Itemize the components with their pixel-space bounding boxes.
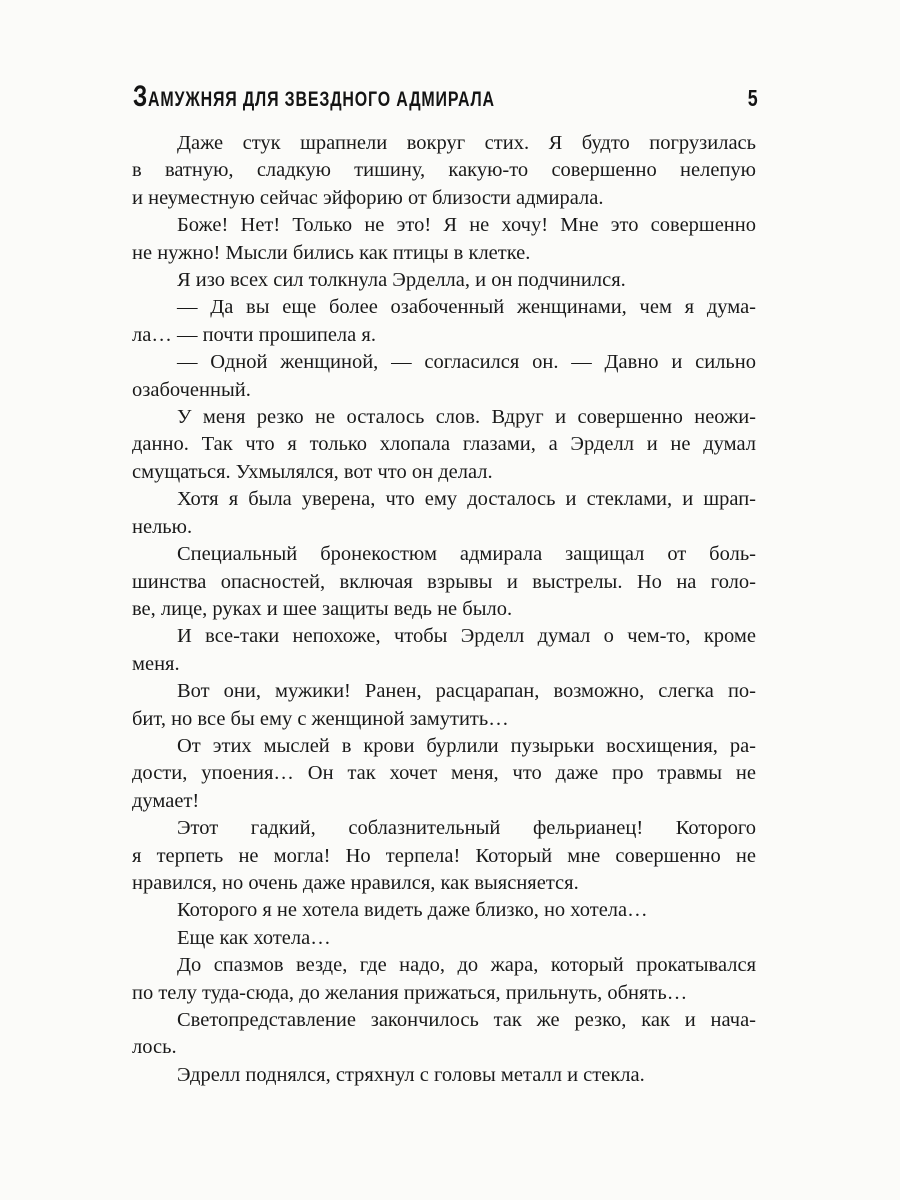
- paragraph: [132, 212, 756, 267]
- text-line: ла… — почти прошипела я.: [132, 323, 376, 346]
- running-head: [133, 79, 758, 113]
- text-line: — Да вы еще более озабоченный женщинами, чем я дума-: [177, 296, 756, 319]
- paragraph: [132, 130, 756, 212]
- text-line: смущаться. Ухмылялся, вот что он делал.: [132, 460, 493, 483]
- text-line: Этот гадкий, соблазнительный фельрианец! Которого: [177, 817, 756, 840]
- text-line: в ватную, сладкую тишину, какую-то совершенно нелепую: [132, 159, 756, 182]
- paragraph: [132, 678, 756, 733]
- text-line: я терпеть не могла! Но терпела! Который мне совершенно не: [132, 844, 756, 867]
- text-line: Светопредставление закончилось так же резко, как и нача-: [177, 1009, 756, 1031]
- text-line: Хотя я была уверена, что ему досталось и стеклами, и шрап-: [177, 488, 756, 511]
- paragraph: [132, 897, 756, 924]
- text-line: Я изо всех сил толкнула Эрделла, и он подчинился.: [177, 269, 626, 292]
- paragraph: [132, 541, 756, 623]
- text-line: меня.: [132, 652, 180, 675]
- running-title: ЗАМУЖНЯЯ ДЛЯ ЗВЕЗДНОГО АДМИРАЛА: [133, 79, 495, 113]
- paragraph: [132, 815, 756, 897]
- paragraph: [132, 404, 756, 486]
- text-line: не нужно! Мысли бились как птицы в клетке.: [132, 241, 531, 264]
- text-line: нравился, но очень даже нравился, как выясняется.: [132, 871, 579, 894]
- paragraph: [132, 952, 756, 1007]
- text-line: дости, упоения… Он так хочет меня, что даже про травмы не: [132, 762, 756, 785]
- text-line: бит, но все бы ему с женщиной замутить…: [132, 707, 509, 730]
- text-line: И все-таки непохоже, чтобы Эрделл думал о чем-то, кроме: [177, 625, 756, 648]
- text-line: шинства опасностей, включая взрывы и выстрелы. Но на голо-: [132, 570, 756, 593]
- text-line: От этих мыслей в крови бурлили пузырьки восхищения, ра-: [177, 734, 756, 757]
- text-line: нелью.: [132, 515, 193, 538]
- text-line: данно. Так что я только хлопала глазами, а Эрделл и не думал: [132, 433, 756, 456]
- text-line: Вот они, мужики! Ранен, расцарапан, возможно, слегка по-: [177, 680, 756, 703]
- text-line: Эдрелл поднялся, стряхнул с головы металл и стекла.: [177, 1063, 645, 1086]
- text-line: Специальный бронекостюм адмирала защищал от боль-: [177, 543, 756, 566]
- text-line: До спазмов везде, где надо, до жара, который прокатывался: [177, 954, 756, 977]
- text-line: лось.: [132, 1036, 177, 1059]
- paragraph: [132, 733, 756, 815]
- paragraph: [132, 349, 756, 404]
- paragraph: [132, 925, 756, 952]
- page-number: 5: [748, 86, 758, 112]
- text-line: У меня резко не осталось слов. Вдруг и совершенно неожи-: [177, 406, 756, 429]
- text-line: Еще как хотела…: [177, 926, 331, 949]
- paragraph: [132, 1062, 756, 1089]
- paragraph: [132, 267, 756, 294]
- page-body-text: [132, 130, 756, 1089]
- text-line: ве, лице, руках и шее защиты ведь не было.: [132, 597, 513, 620]
- text-line: озабоченный.: [132, 378, 251, 401]
- paragraph: [132, 623, 756, 678]
- text-line: Даже стук шрапнели вокруг стих. Я будто погрузилась: [177, 132, 756, 154]
- text-line: думает!: [132, 789, 200, 812]
- text-line: и неуместную сейчас эйфорию от близости адмирала.: [132, 186, 604, 209]
- text-line: Которого я не хотела видеть даже близко, но хотела…: [177, 899, 648, 922]
- paragraph: [132, 294, 756, 349]
- paragraph: [132, 486, 756, 541]
- text-line: по телу туда-сюда, до желания прижаться, прильнуть, обнять…: [132, 981, 688, 1004]
- text-line: Боже! Нет! Только не это! Я не хочу! Мне это совершенно: [177, 214, 756, 237]
- text-line: — Одной женщиной, — согласился он. — Давно и сильно: [177, 351, 756, 374]
- paragraph: [132, 1007, 756, 1062]
